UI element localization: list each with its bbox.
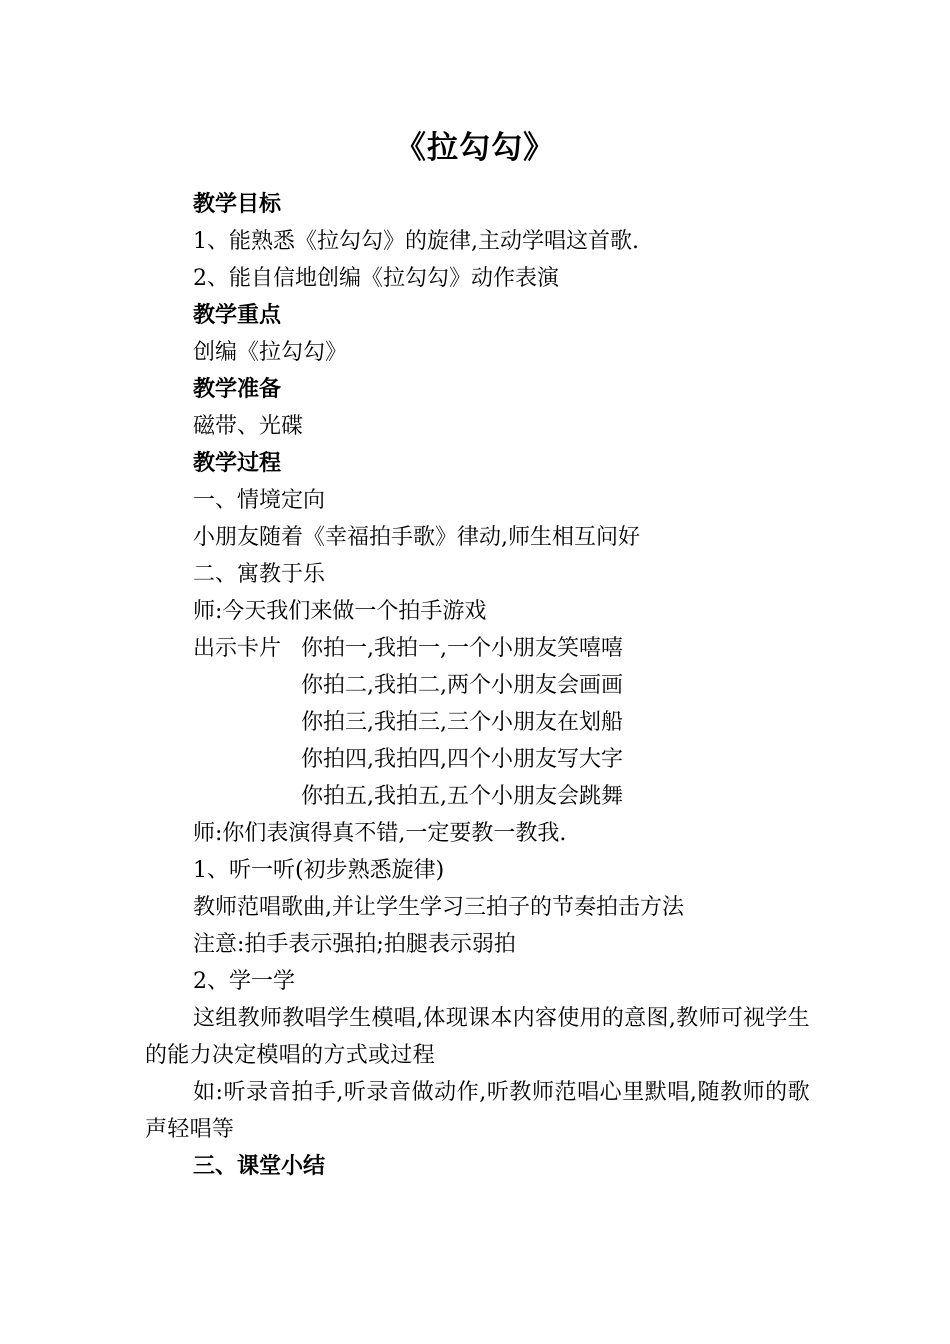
learn-title: 2、学一学 — [193, 969, 295, 994]
card-row: 你拍三,我拍三,三个小朋友在划船 — [301, 710, 623, 735]
cards-rows — [301, 630, 623, 815]
card-row: 你拍四,我拍四,四个小朋友写大字 — [301, 747, 623, 772]
preparation-text: 磁带、光碟 — [193, 414, 304, 439]
goal-item-2: 2、能自信地创编《拉勾勾》动作表演 — [193, 266, 559, 291]
note-text: 注意:拍手表示强拍;拍腿表示弱拍 — [193, 932, 516, 957]
paragraph-learn-1: 这组教师教唱学生模唱,体现课本内容使用的意图,教师可视学生的能力决定模唱的方式或过程 — [145, 1006, 810, 1068]
heading-teaching-process: 教学过程 — [193, 451, 282, 476]
document-title: 《拉勾勾》 — [395, 130, 555, 166]
cards-block — [145, 630, 810, 815]
document-body — [145, 186, 810, 1185]
cards-label: 出示卡片 — [193, 636, 282, 661]
card-row: 你拍五,我拍五,五个小朋友会跳舞 — [301, 784, 623, 809]
step-1-text: 小朋友随着《幸福拍手歌》律动,师生相互问好 — [193, 525, 640, 550]
teacher-line-2: 师:你们表演得真不错,一定要教一教我. — [193, 821, 567, 846]
listen-title: 1、听一听(初步熟悉旋律) — [193, 858, 445, 883]
step-1-title: 一、情境定向 — [193, 488, 326, 513]
listen-text: 教师范唱歌曲,并让学生学习三拍子的节奏拍击方法 — [193, 895, 684, 920]
card-row: 你拍一,我拍一,一个小朋友笑嘻嘻 — [301, 636, 623, 661]
card-row: 你拍二,我拍二,两个小朋友会画画 — [301, 673, 623, 698]
heading-teaching-preparation: 教学准备 — [193, 377, 282, 402]
focus-text: 创编《拉勾勾》 — [193, 340, 348, 365]
goal-item-1: 1、能熟悉《拉勾勾》的旋律,主动学唱这首歌. — [193, 229, 639, 254]
heading-teaching-focus: 教学重点 — [193, 303, 282, 328]
heading-class-summary: 三、课堂小结 — [193, 1154, 326, 1179]
step-2-title: 二、寓教于乐 — [193, 562, 326, 587]
heading-teaching-goals: 教学目标 — [193, 192, 282, 217]
teacher-line-1: 师:今天我们来做一个拍手游戏 — [193, 599, 487, 624]
paragraph-learn-2: 如:听录音拍手,听录音做动作,听教师范唱心里默唱,随教师的歌声轻唱等 — [145, 1080, 810, 1142]
